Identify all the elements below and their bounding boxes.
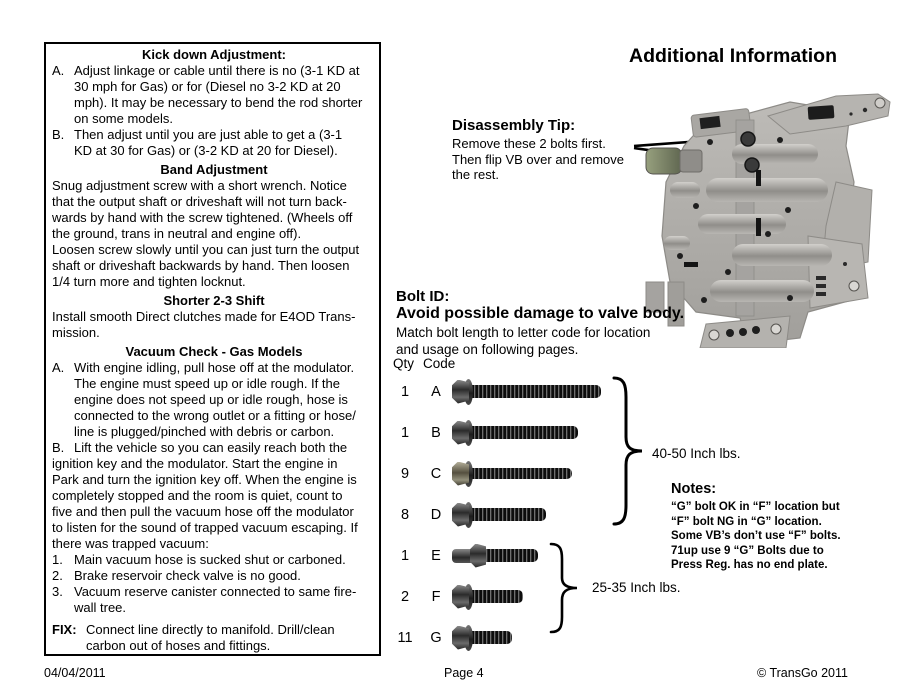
text-line: [52, 568, 376, 584]
bolt-code: F: [431, 588, 441, 605]
text-line: “F” bolt NG in “G” location.: [671, 515, 822, 528]
list-marker: 2.: [52, 568, 63, 583]
text-line: five and then pull the vacuum hose off the modulator: [52, 504, 354, 519]
bolt-pilot: [452, 549, 472, 563]
text-line: [52, 552, 376, 568]
bolt-qty: 1: [400, 547, 410, 564]
text-line: The engine must speed up or idle rough. If the: [74, 376, 340, 391]
notes-heading: Notes:: [671, 481, 717, 497]
bolt-id-heading: Bolt ID:: [396, 288, 450, 305]
list-text: With engine idling, pull hose off at the modulator.: [74, 360, 355, 375]
disassembly-tip-heading: Disassembly Tip:: [452, 117, 576, 134]
bolt-head: [452, 420, 474, 446]
list-text: Vacuum reserve canister connected to same fire-: [74, 584, 357, 599]
text-line: [52, 127, 376, 143]
section-heading: Band Adjustment: [160, 162, 268, 177]
brace-25-35-icon: [546, 541, 584, 635]
bolt-code: E: [431, 547, 441, 564]
list-marker: A.: [52, 360, 65, 375]
bolt-shank: [472, 508, 546, 521]
bolt-hex: [452, 626, 469, 650]
bolt-head: [452, 625, 474, 651]
text-line: carbon out of hoses and fittings.: [86, 638, 271, 653]
bolt-illustration-B: [452, 420, 578, 446]
bolt-hex: [452, 421, 469, 445]
bolt-shank: [484, 549, 538, 562]
disassembly-tip-text: [452, 136, 624, 183]
section-heading: Kick down Adjustment:: [142, 47, 286, 62]
brace-40-50-icon: [608, 374, 648, 528]
section-heading: Vacuum Check - Gas Models: [125, 344, 303, 359]
bolt-illustration-C: [452, 461, 572, 487]
text-line: Park and turn the ignition key off. When the engine is: [52, 472, 357, 487]
bolt-code: D: [430, 506, 442, 523]
footer-page-number: Page 4: [444, 666, 484, 680]
text-line: Remove these 2 bolts first.: [452, 136, 606, 151]
section-heading: Shorter 2-3 Shift: [163, 293, 265, 308]
bolt-qty: 1: [400, 383, 410, 400]
bolt-head: [452, 584, 474, 610]
bolt-code: G: [430, 629, 442, 646]
bolt-shank: [472, 385, 601, 398]
torque-label-e-g: 25-35 Inch lbs.: [592, 580, 681, 595]
list-marker: FIX:: [52, 622, 77, 637]
bolt-qty: 2: [400, 588, 410, 605]
text-line: 71up use 9 “G” Bolts due to: [671, 544, 824, 557]
bolt-shank: [472, 426, 578, 439]
bolt-shank: [472, 631, 512, 644]
bolt-row-B: [393, 412, 601, 453]
text-line: wards by hand with the screw tightened. (Wheels off: [52, 210, 353, 225]
qty-column-header: Qty: [393, 356, 415, 371]
list-text: Then adjust until you are just able to get a (3-1: [74, 127, 343, 142]
instructions-box: [44, 42, 381, 656]
bolt-head: [470, 543, 486, 569]
bolt-hex: [452, 585, 469, 609]
notes-text: [671, 500, 841, 573]
bolt-illustration-D: [452, 502, 546, 528]
bolt-head: [452, 461, 474, 487]
text-line: and usage on following pages.: [396, 341, 579, 357]
text-line: the rest.: [452, 167, 499, 182]
bolt-hex: [452, 380, 469, 404]
list-marker: 1.: [52, 552, 63, 567]
bolt-shank: [472, 590, 523, 603]
text-line: ignition key and the modulator. Start the engine in: [52, 456, 338, 471]
bolt-code: B: [431, 424, 441, 441]
bolt-head: [452, 502, 474, 528]
footer-copyright: © TransGo 2011: [757, 666, 848, 680]
code-column-header: Code: [423, 356, 456, 371]
text-line: there was trapped vacuum:: [52, 536, 209, 551]
text-line: engine does not speed up or idle rough, hose is: [74, 392, 348, 407]
text-line: [52, 440, 376, 456]
text-line: Then flip VB over and remove: [452, 151, 624, 167]
text-line: Loosen screw slowly until you can just turn the output: [52, 242, 360, 257]
text-line: shaft or driveshaft backwards by hand. Then loosen: [52, 258, 350, 273]
list-text: Main vacuum hose is sucked shut or carboned.: [74, 552, 346, 567]
list-text: Connect line directly to manifold. Drill/clean: [86, 622, 335, 637]
bolt-qty: 1: [400, 424, 410, 441]
bolt-row-D: [393, 494, 601, 535]
text-line: to listen for the sound of trapped vacuum escaping. If: [52, 520, 358, 535]
text-line: Snug adjustment screw with a short wrench. Notice: [52, 178, 347, 193]
text-line: mission.: [52, 325, 100, 340]
text-line: “G” bolt OK in “F” location but: [671, 501, 840, 513]
bolt-table-header: [393, 356, 455, 371]
bolt-row-C: [393, 453, 601, 494]
text-line: that the output shaft or driveshaft will not turn back-: [52, 194, 347, 209]
text-line: completely stopped and the room is quiet, count to: [52, 488, 343, 503]
list-marker: B.: [52, 127, 65, 142]
bolt-illustration-E: [452, 543, 538, 569]
list-marker: 3.: [52, 584, 63, 599]
bolt-qty: 8: [400, 506, 410, 523]
torque-label-a-d: 40-50 Inch lbs.: [652, 446, 741, 461]
text-line: 30 mph for Gas) or for (Diesel no 3-2 KD at 20: [74, 79, 341, 94]
list-text: Lift the vehicle so you can easily reach both the: [74, 440, 348, 455]
text-line: Match bolt length to letter code for location: [396, 325, 651, 340]
bolt-hex: [470, 544, 486, 568]
text-line: 1/4 turn more and tighten locknut.: [52, 274, 246, 289]
list-marker: A.: [52, 63, 65, 78]
bolt-illustration-A: [452, 379, 601, 405]
bolt-hex: [452, 462, 469, 486]
text-line: [52, 622, 376, 638]
bolt-qty: 9: [400, 465, 410, 482]
bolt-head: [452, 379, 474, 405]
bolt-shank: [472, 468, 572, 479]
text-line: Some VB’s don’t use “F” bolts.: [671, 530, 841, 543]
footer-date: 04/04/2011: [44, 666, 106, 680]
bolt-id-description: [396, 325, 650, 358]
text-line: [52, 584, 376, 600]
text-line: [52, 360, 376, 376]
bolt-code: A: [431, 383, 441, 400]
bolt-illustration-F: [452, 584, 523, 610]
bolt-hex: [452, 503, 469, 527]
text-line: [52, 63, 376, 79]
bolt-id-subheading: Avoid possible damage to valve body.: [396, 305, 685, 322]
bolt-qty: 11: [397, 629, 413, 646]
bolt-row-A: [393, 371, 601, 412]
list-text: Adjust linkage or cable until there is no (3-1 KD at: [74, 63, 360, 78]
text-line: on some models.: [74, 111, 173, 126]
text-line: mph). It may be necessary to bend the rod shorter: [74, 95, 363, 110]
list-text: Brake reservoir check valve is no good.: [74, 568, 301, 583]
text-line: Install smooth Direct clutches made for E4OD Trans-: [52, 309, 356, 324]
text-line: wall tree.: [74, 600, 127, 615]
bolt-code: C: [430, 465, 442, 482]
text-line: the ground, trans in neutral and engine off).: [52, 226, 302, 241]
text-line: connected to the wrong outlet or a fitting or hose/: [74, 408, 356, 423]
text-line: KD at 30 for Gas) or (3-2 KD at 20 for Diesel).: [74, 143, 338, 158]
text-line: Press Reg. has no end plate.: [671, 559, 828, 572]
bolt-illustration-G: [452, 625, 512, 651]
list-marker: B.: [52, 440, 65, 455]
page-title: Additional Information: [629, 45, 837, 67]
text-line: line is plugged/pinched with debris or carbon.: [74, 424, 335, 439]
